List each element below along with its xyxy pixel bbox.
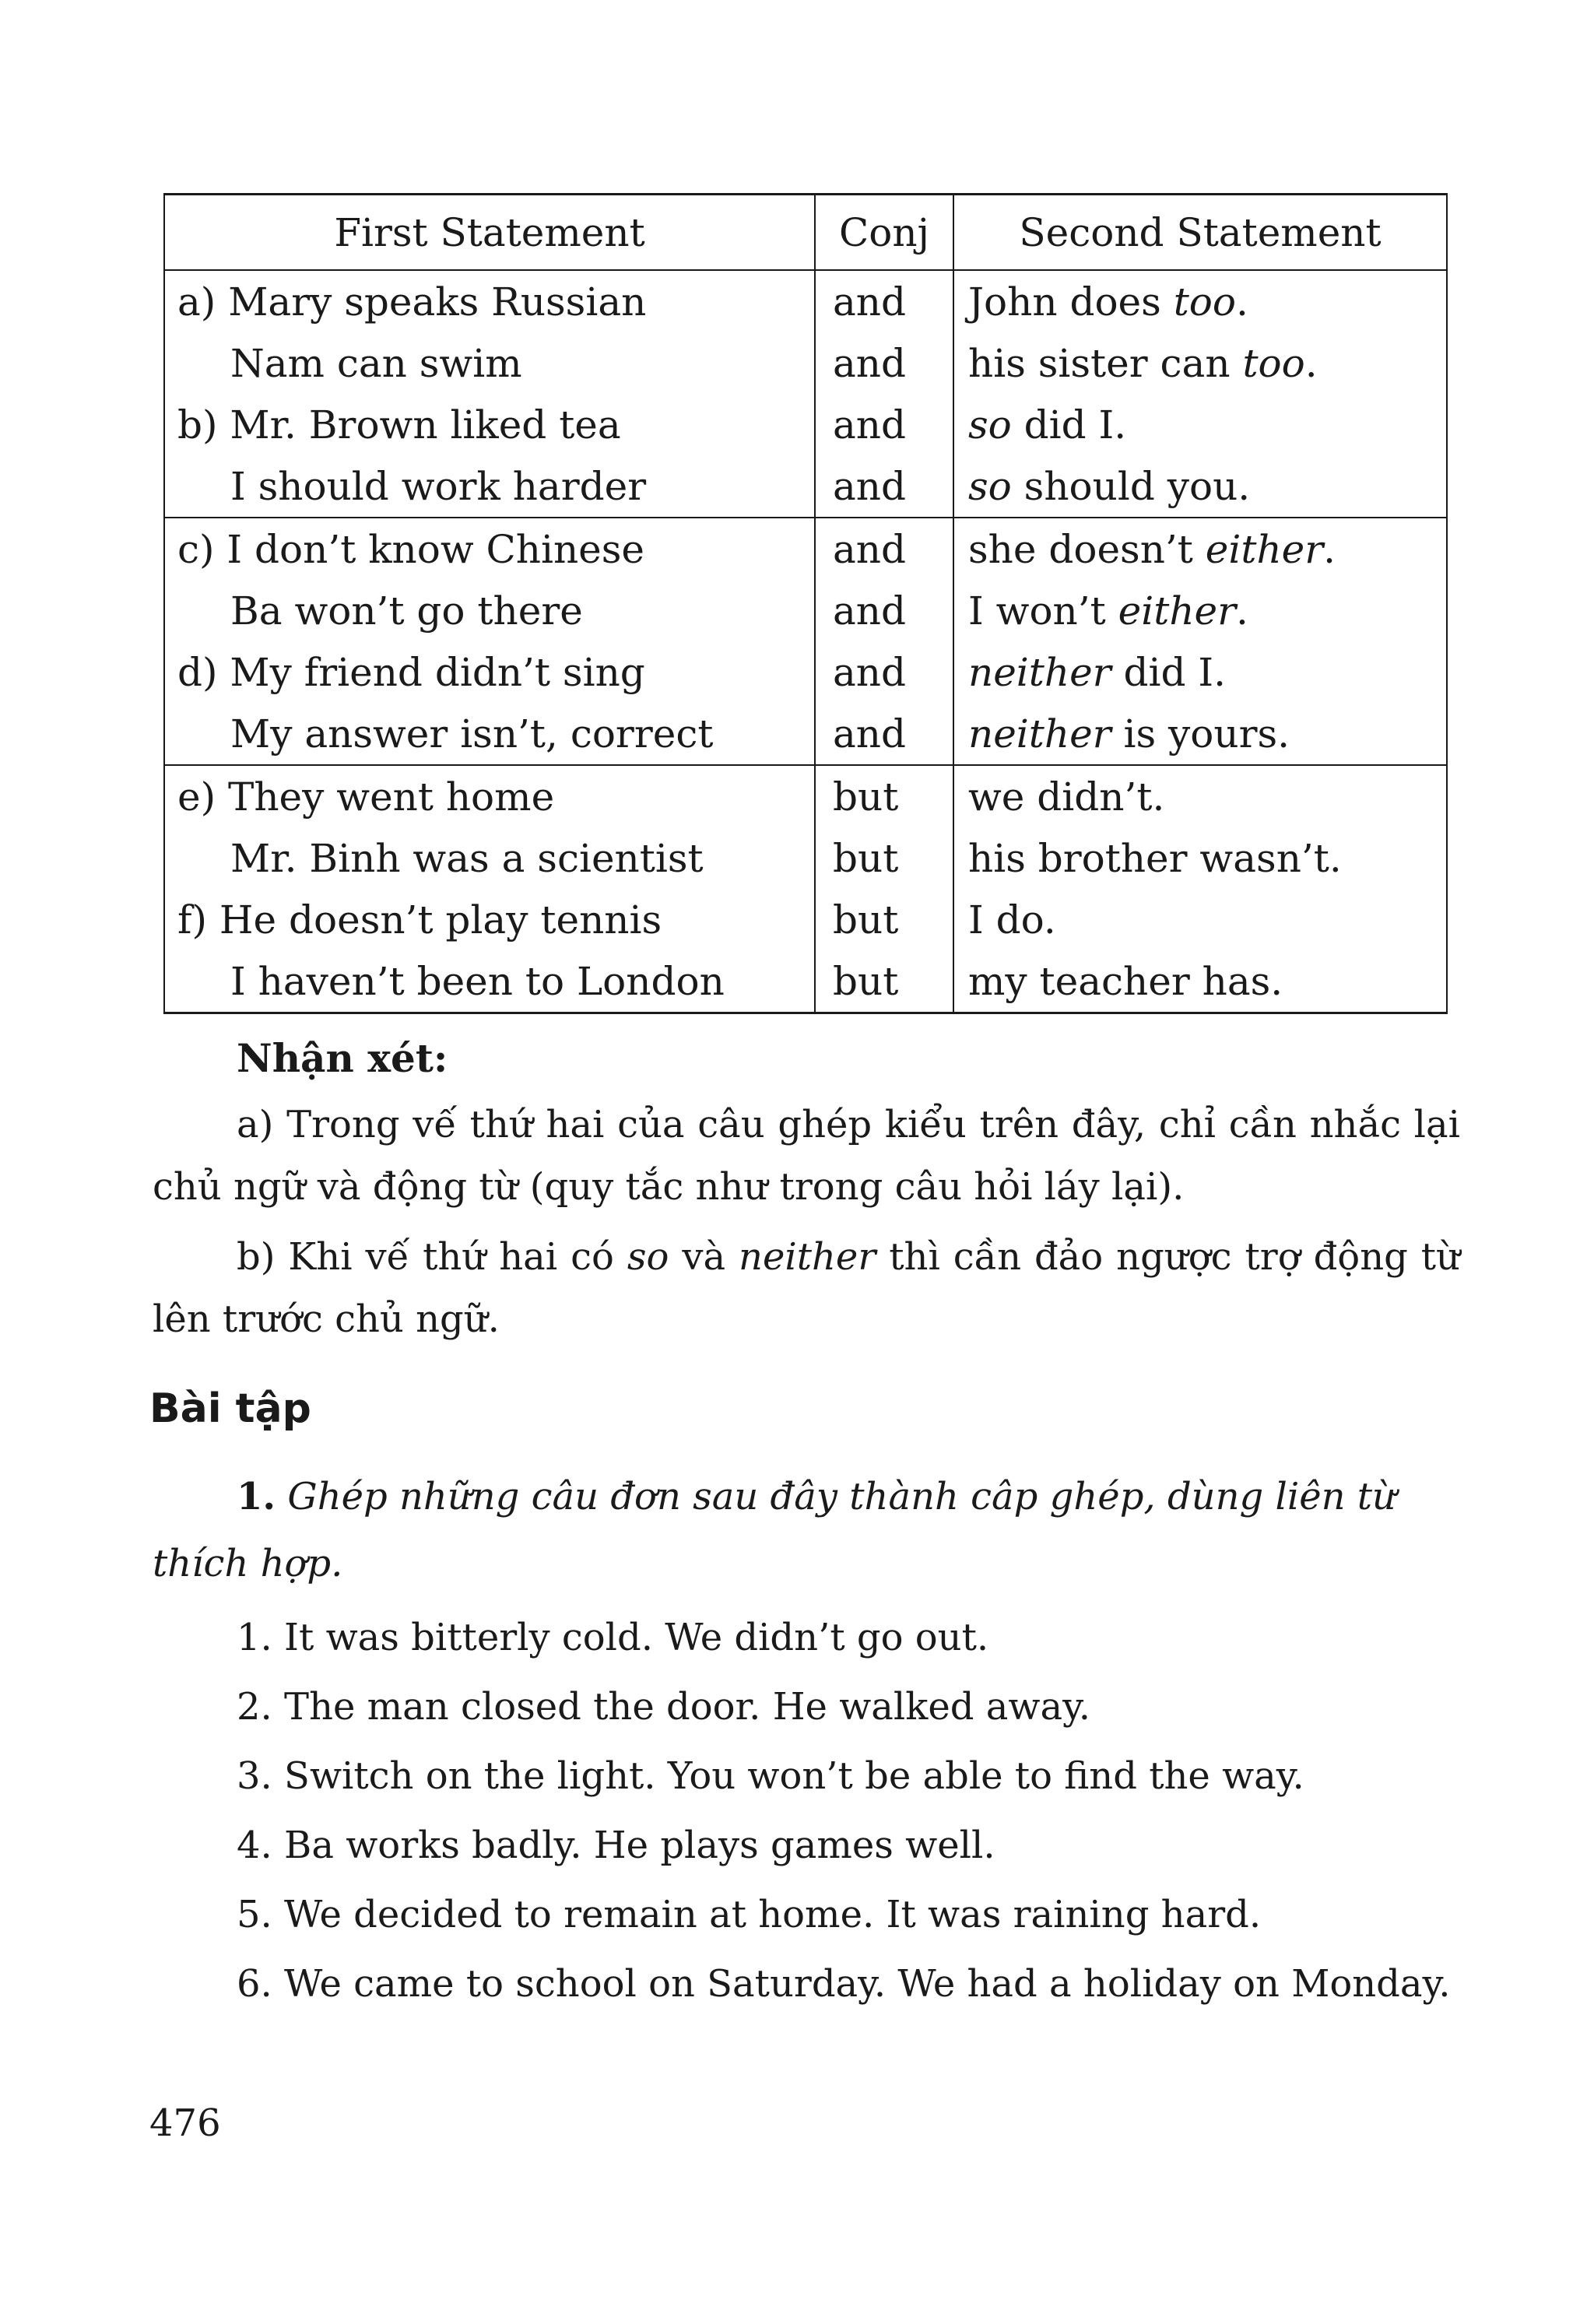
first-statement-cell: a) Mary speaks Russian — [164, 270, 815, 332]
second-statement-cell: his brother wasn’t. — [953, 827, 1447, 889]
conj-cell: but — [815, 889, 953, 950]
second-statement-cell: my teacher has. — [953, 950, 1447, 1013]
first-statement-cell: My answer isn’t, correct — [164, 703, 815, 765]
conj-cell: and — [815, 518, 953, 580]
table-row — [164, 827, 1447, 889]
page-number: 476 — [149, 2101, 221, 2145]
table-row — [164, 394, 1447, 455]
first-statement-cell: f) He doesn’t play tennis — [164, 889, 815, 950]
second-statement-cell: I won’t either. — [953, 580, 1447, 641]
conj-cell: and — [815, 270, 953, 332]
first-statement-cell: e) They went home — [164, 765, 815, 827]
first-statement-cell: b) Mr. Brown liked tea — [164, 394, 815, 455]
conj-cell: and — [815, 580, 953, 641]
conj-cell: and — [815, 641, 953, 703]
list-item: 5. We decided to remain at home. It was raining hard. — [237, 1893, 1262, 1936]
first-statement-cell: I haven’t been to London — [164, 950, 815, 1013]
second-statement-cell: so did I. — [953, 394, 1447, 455]
table-row — [164, 518, 1447, 580]
first-statement-cell: Nam can swim — [164, 332, 815, 394]
table-row — [164, 950, 1447, 1013]
conj-cell: but — [815, 765, 953, 827]
remark-b-paragraph: b) Khi vế thứ hai có so và neither thì cần đảo ngược trợ động từ lên trước chủ ngữ. — [153, 1235, 1461, 1341]
table-row — [164, 270, 1447, 332]
second-statement-cell: I do. — [953, 889, 1447, 950]
second-statement-cell: neither is yours. — [953, 703, 1447, 765]
table-row — [164, 703, 1447, 765]
exercise-number: 1. — [237, 1475, 276, 1518]
exercise-heading: Bài tập — [149, 1385, 311, 1432]
header-second-statement: Second Statement — [953, 195, 1447, 271]
exercise-list — [237, 1603, 1451, 2019]
second-statement-cell: so should you. — [953, 455, 1447, 518]
first-statement-cell: Mr. Binh was a scientist — [164, 827, 815, 889]
conjunction-table — [163, 193, 1448, 1014]
conj-cell: and — [815, 394, 953, 455]
first-statement-cell: Ba won’t go there — [164, 580, 815, 641]
first-statement-cell: d) My friend didn’t sing — [164, 641, 815, 703]
list-item: 2. The man closed the door. He walked away. — [237, 1685, 1091, 1729]
conj-cell: and — [815, 703, 953, 765]
list-item: 1. It was bitterly cold. We didn’t go out. — [237, 1616, 989, 1659]
table-row — [164, 332, 1447, 394]
table-row — [164, 765, 1447, 827]
list-item: 4. Ba works badly. He plays games well. — [237, 1824, 995, 1867]
conj-cell: but — [815, 950, 953, 1013]
list-item: 6. We came to school on Saturday. We had a holiday on Monday. — [237, 1962, 1451, 2006]
conj-cell: and — [815, 332, 953, 394]
second-statement-cell: neither did I. — [953, 641, 1447, 703]
second-statement-cell: she doesn’t either. — [953, 518, 1447, 580]
first-statement-cell: I should work harder — [164, 455, 815, 518]
table-row — [164, 580, 1447, 641]
remark-a-paragraph: a) Trong vế thứ hai của câu ghép kiểu trên đây, chỉ cần nhắc lại chủ ngữ và động từ (quy tắc như trong câu hỏi láy lại). — [153, 1103, 1460, 1209]
table-row — [164, 455, 1447, 518]
table-header-row — [164, 195, 1447, 271]
second-statement-cell: we didn’t. — [953, 765, 1447, 827]
remarks-heading: Nhận xét: — [237, 1035, 448, 1081]
second-statement-cell: John does too. — [953, 270, 1447, 332]
header-first-statement: First Statement — [164, 195, 815, 271]
header-conj: Conj — [815, 195, 953, 271]
table-row — [164, 889, 1447, 950]
first-statement-cell: c) I don’t know Chinese — [164, 518, 815, 580]
conj-cell: and — [815, 455, 953, 518]
conj-cell: but — [815, 827, 953, 889]
second-statement-cell: his sister can too. — [953, 332, 1447, 394]
table-row — [164, 641, 1447, 703]
exercise-instruction: 1. Ghép những câu đơn sau đây thành câp ghép, dùng liên từ thích hợp. — [153, 1475, 1396, 1585]
list-item: 3. Switch on the light. You won’t be able to find the way. — [237, 1754, 1304, 1798]
